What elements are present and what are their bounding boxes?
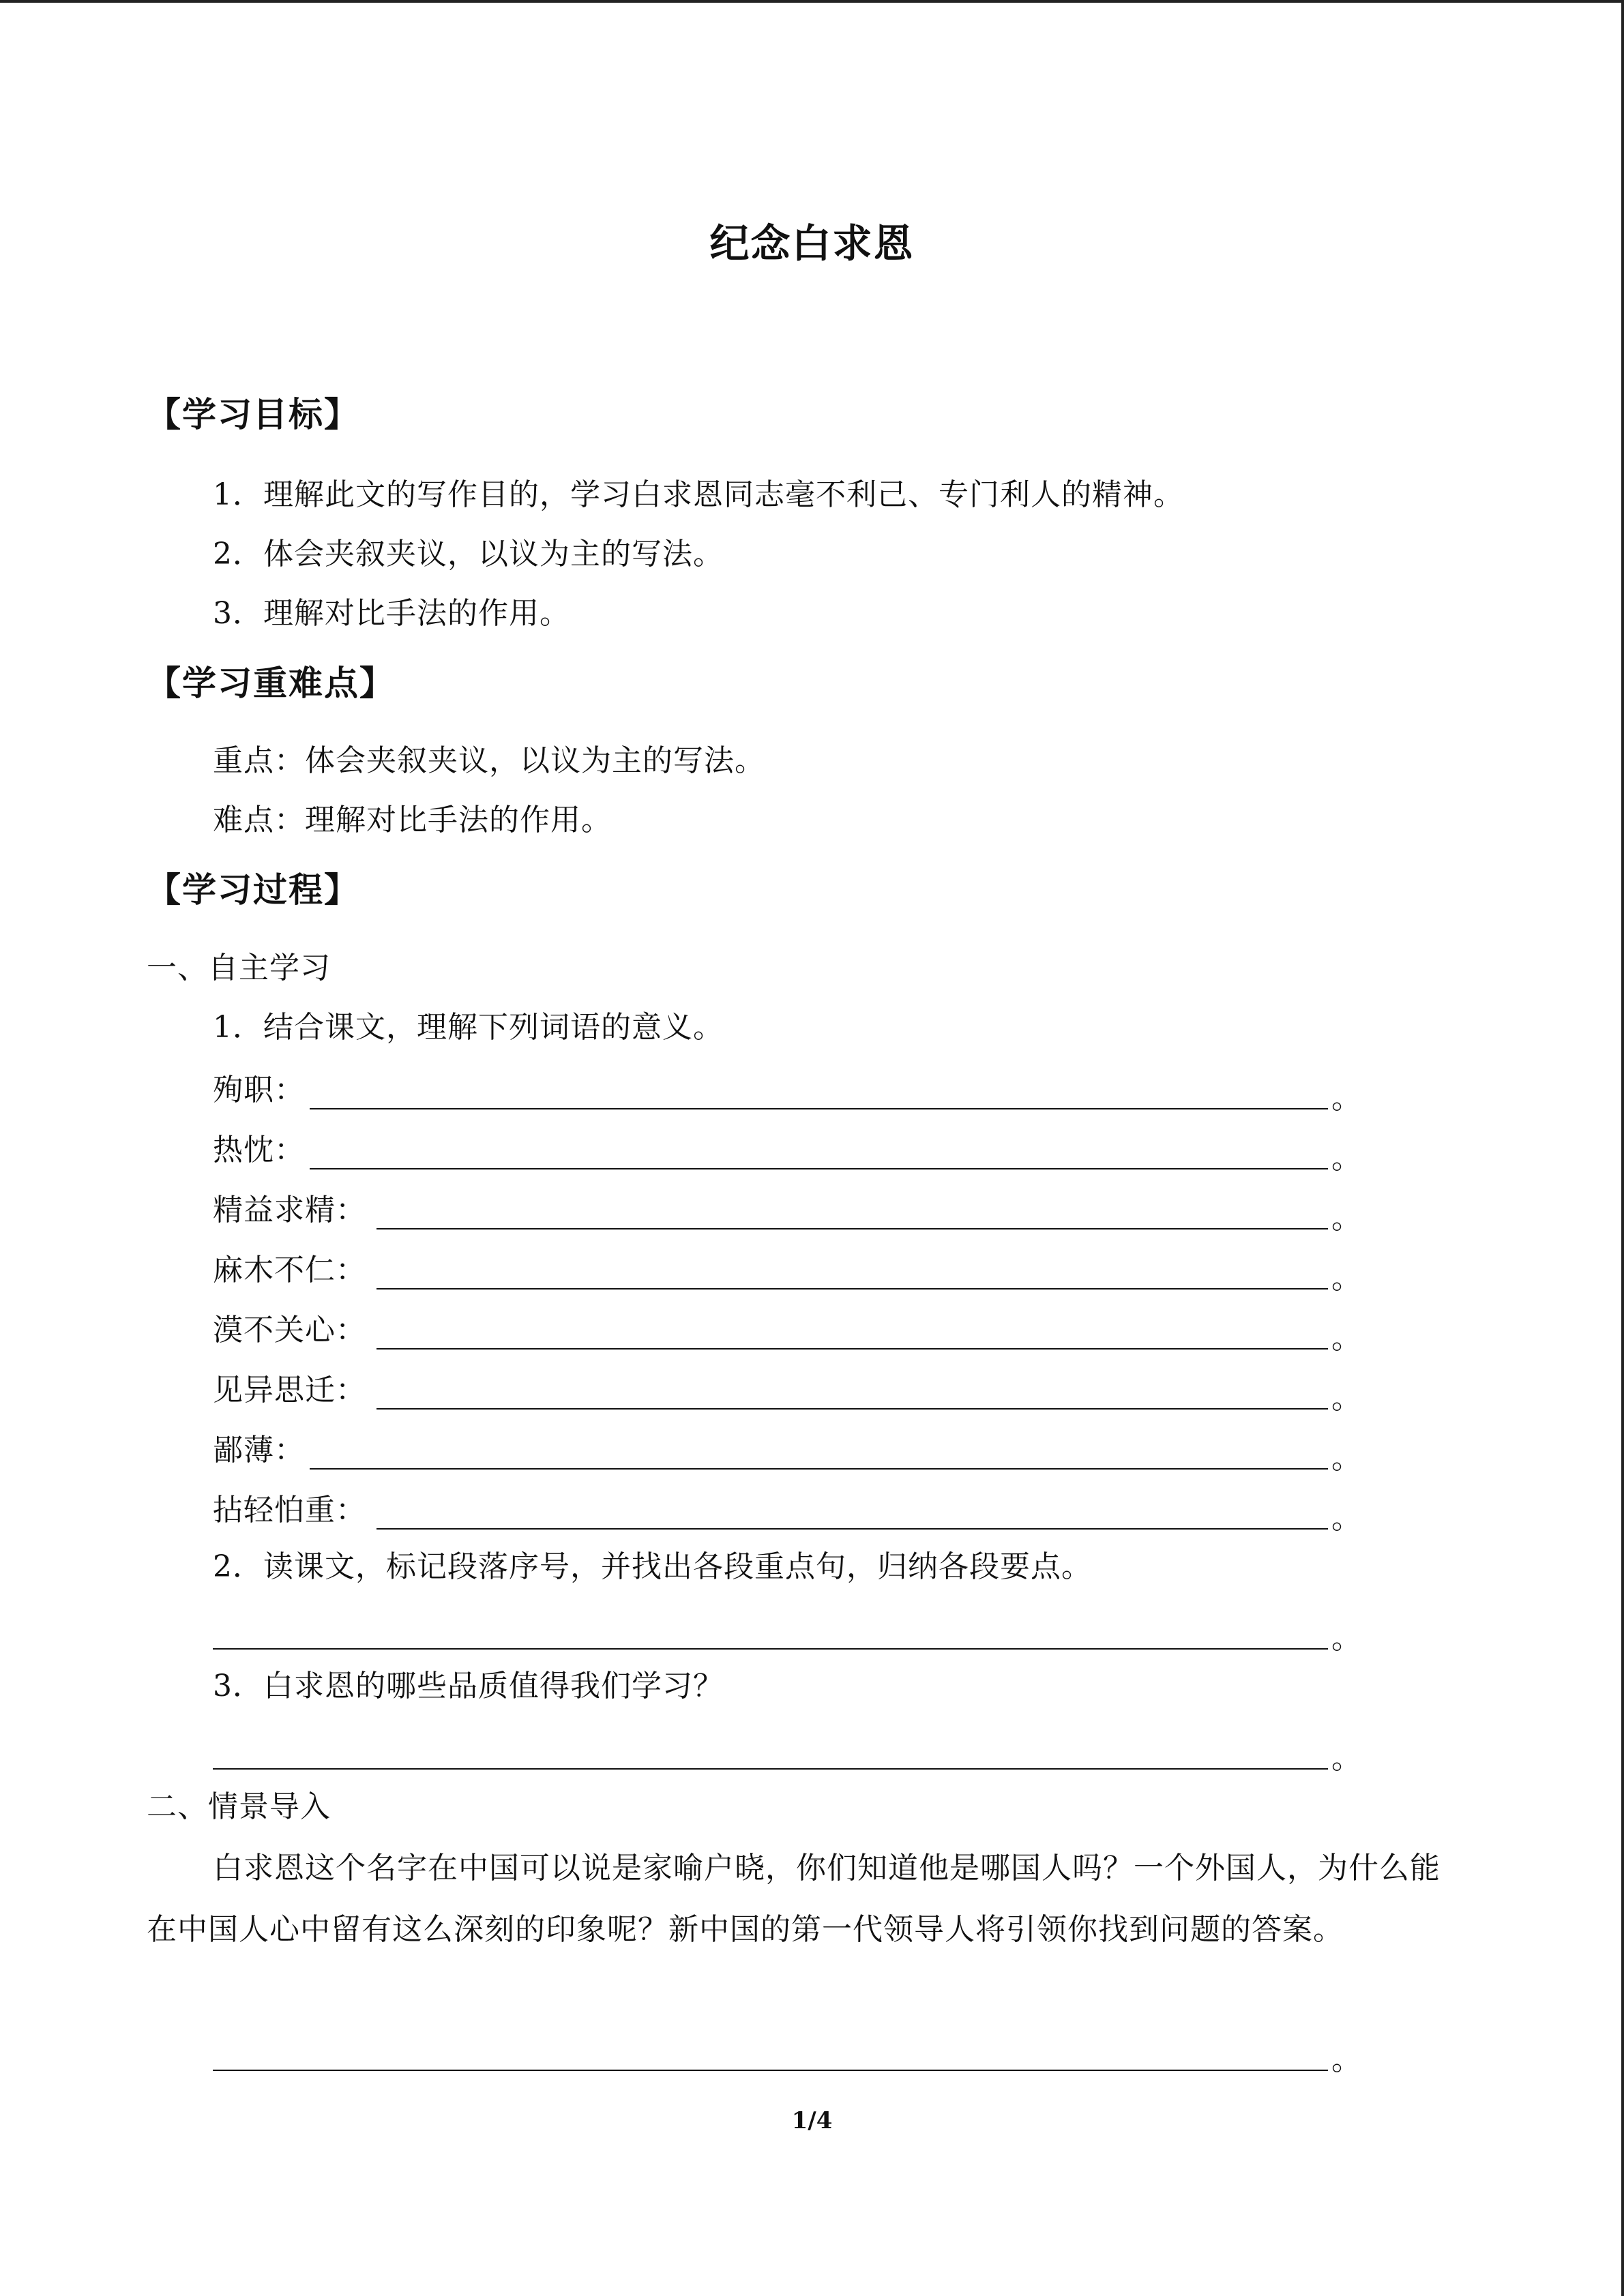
page-number: 1/4 [791,2107,833,2134]
answer-line[interactable] [377,1288,1328,1289]
term-row [213,1126,1361,1176]
term-row [213,1486,1361,1536]
heading-process: 【学习过程】 [147,870,359,910]
heading-key-points: 【学习重难点】 [147,664,395,703]
term-row [213,1066,1361,1116]
answer-line[interactable] [213,2070,1328,2071]
answer-line[interactable] [377,1528,1328,1530]
end-mark: 。 [1331,1621,1361,1656]
answer-line[interactable] [310,1468,1328,1470]
term-label: 精益求精： [213,1193,366,1227]
difficult-point-item: 难点：理解对比手法的作用。 [213,803,612,837]
term-row [213,1366,1361,1416]
term-label: 见异思迁： [213,1373,366,1407]
end-mark: 。 [1331,1321,1361,1356]
question-2: 2．读课文，标记段落序号，并找出各段重点句，归纳各段要点。 [213,1549,1092,1584]
answer-line[interactable] [213,1648,1328,1650]
page-border-right [1621,0,1624,2296]
end-mark: 。 [1331,1441,1361,1476]
answer-row [213,1726,1361,1776]
end-mark: 。 [1331,1141,1361,1176]
answer-line[interactable] [310,1168,1328,1169]
heading-goals: 【学习目标】 [147,395,359,434]
term-label: 拈轻怕重： [213,1493,366,1527]
end-mark: 。 [1331,1261,1361,1296]
end-mark: 。 [1331,1501,1361,1536]
term-label: 殉职： [213,1073,305,1107]
term-row [213,1246,1361,1296]
term-label: 鄙薄： [213,1433,305,1467]
end-mark: 。 [1331,1081,1361,1116]
key-point-item: 重点：体会夹叙夹议，以议为主的写法。 [213,743,765,778]
answer-line[interactable] [377,1348,1328,1350]
answer-line[interactable] [377,1408,1328,1410]
term-label: 麻木不仁： [213,1253,366,1287]
term-label: 热忱： [213,1133,305,1167]
page-border-top [0,0,1624,3]
term-row [213,1186,1361,1236]
answer-line[interactable] [310,1108,1328,1109]
goal-item-3: 3．理解对比手法的作用。 [213,596,570,631]
question-3: 3．白求恩的哪些品质值得我们学习？ [213,1669,724,1703]
question-1: 1．结合课文，理解下列词语的意义。 [213,1010,724,1045]
page-title: 纪念白求恩 [709,220,915,267]
answer-row [213,1606,1361,1656]
end-mark: 。 [1331,1201,1361,1236]
answer-line[interactable] [213,1768,1328,1770]
answer-line[interactable] [377,1228,1328,1229]
goal-item-2: 2．体会夹叙夹议，以议为主的写法。 [213,537,724,571]
term-row [213,1306,1361,1356]
part2-title: 二、情景导入 [147,1789,331,1824]
goal-item-1: 1．理解此文的写作目的，学习白求恩同志毫不利己、专门利人的精神。 [213,477,1184,512]
term-label: 漠不关心： [213,1313,366,1347]
end-mark: 。 [1331,1741,1361,1776]
term-row [213,1426,1361,1476]
end-mark: 。 [1331,2042,1361,2077]
answer-row [213,2027,1361,2077]
part1-title: 一、自主学习 [147,951,331,985]
intro-paragraph: 白求恩这个名字在中国可以说是家喻户晓，你们知道他是哪国人吗？一个外国人，为什么能在中国人心中留有这么深刻的印象呢？新中国的第一代领导人将引领你找到问题的答案。 [147,1851,1441,1947]
end-mark: 。 [1331,1381,1361,1416]
